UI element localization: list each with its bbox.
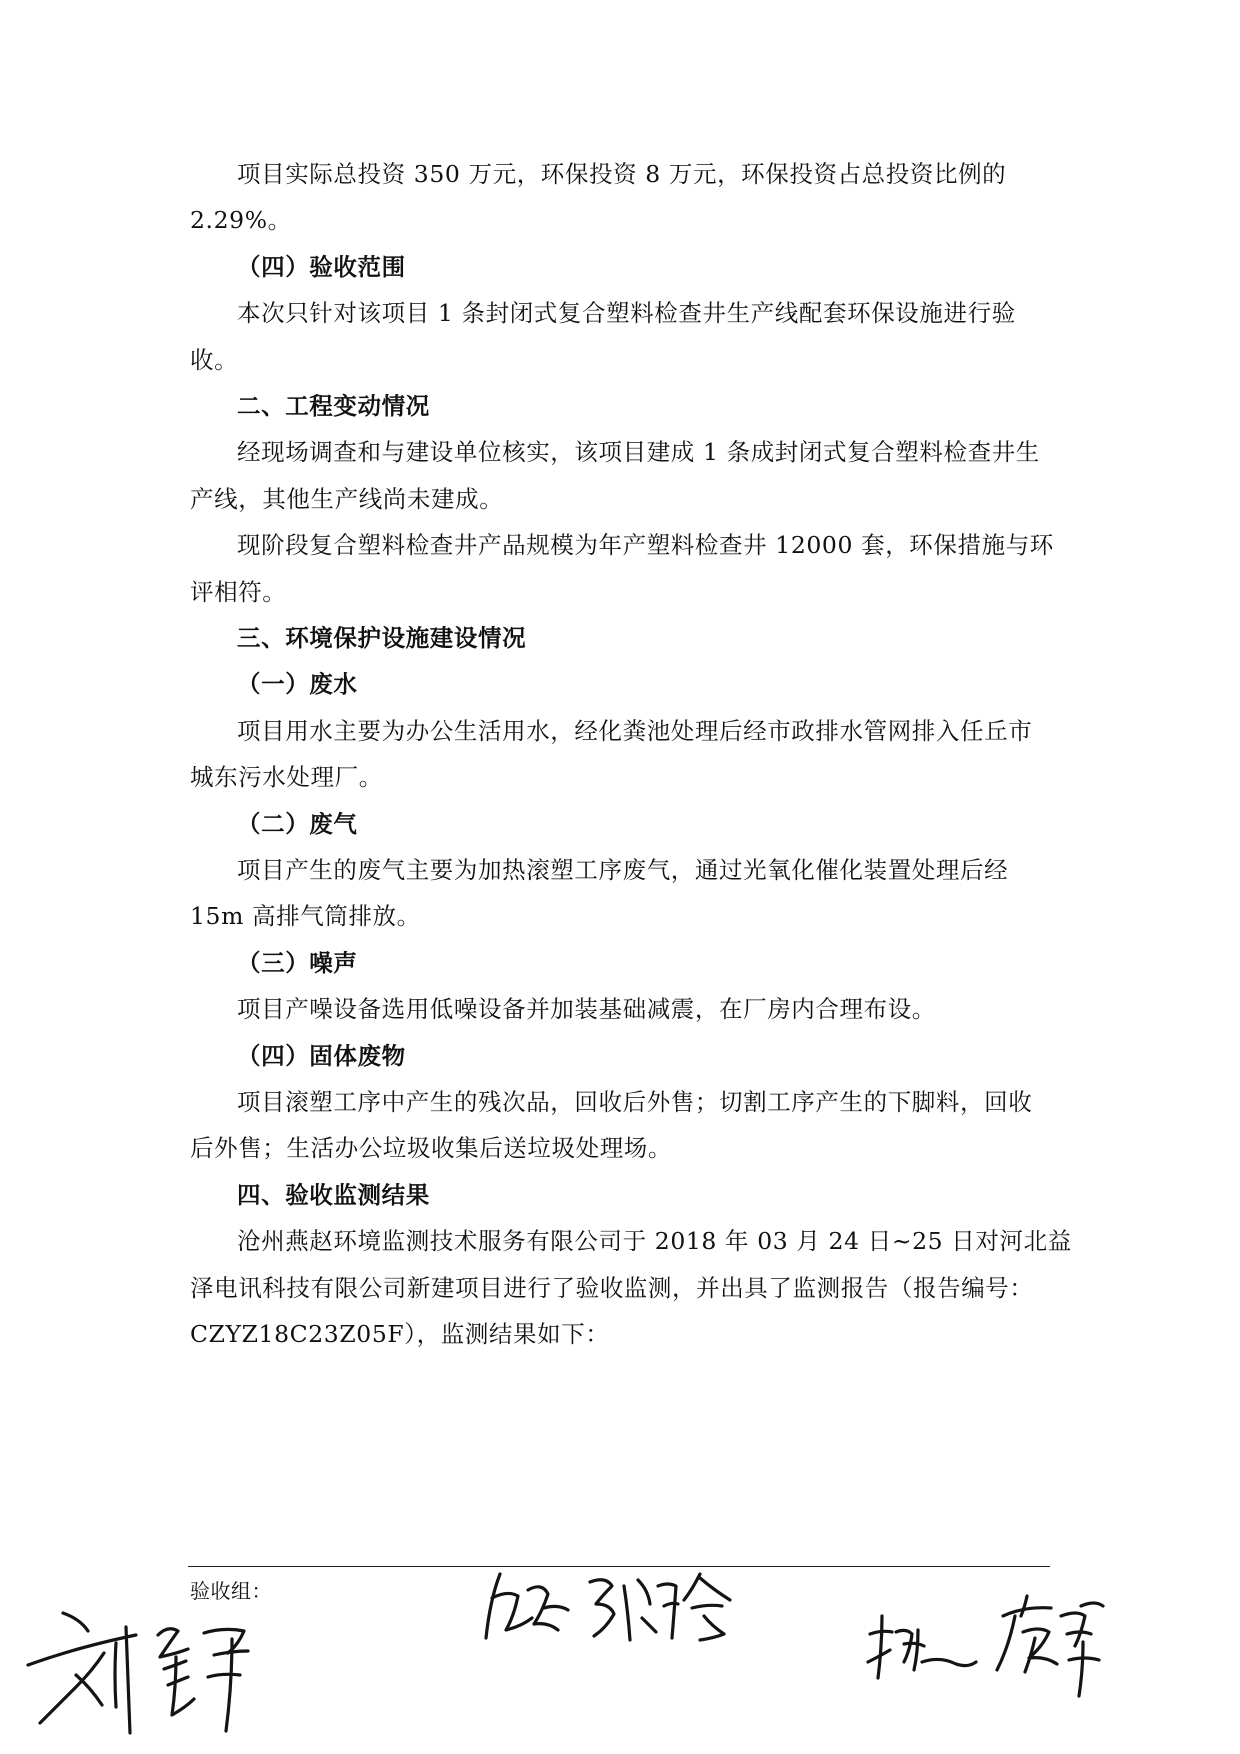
paragraph-line: 项目产生的废气主要为加热滚塑工序废气，通过光氧化催化装置处理后经 xyxy=(237,856,1009,884)
paragraph-line: 后外售；生活办公垃圾收集后送垃圾处理场。 xyxy=(190,1134,672,1162)
paragraph-line: 2.29%。 xyxy=(190,206,292,234)
paragraph-line: 产线，其他生产线尚未建成。 xyxy=(190,485,504,513)
paragraph-line: 收。 xyxy=(190,346,239,374)
section-heading: （二）废气 xyxy=(237,810,358,838)
section-heading: （三）噪声 xyxy=(237,949,358,977)
paragraph-line: 现阶段复合塑料检查井产品规模为年产塑料检查井 12000 套，环保措施与环 xyxy=(237,531,1054,559)
paragraph-line: CZYZ18C23Z05F），监测结果如下： xyxy=(190,1320,610,1348)
paragraph-line: 泽电讯科技有限公司新建项目进行了验收监测，并出具了监测报告（报告编号： xyxy=(190,1274,1034,1302)
paragraph-line: 城东污水处理厂。 xyxy=(190,763,383,791)
signature-3 xyxy=(860,1606,980,1686)
section-heading: 四、验收监测结果 xyxy=(237,1181,430,1209)
paragraph-line: 评相符。 xyxy=(190,578,287,606)
section-heading: 二、工程变动情况 xyxy=(237,392,430,420)
paragraph-line: 项目实际总投资 350 万元，环保投资 8 万元，环保投资占总投资比例的 xyxy=(237,160,1007,188)
section-heading: （一）废水 xyxy=(237,670,358,698)
paragraph-line: 项目滚塑工序中产生的残次品，回收后外售；切割工序产生的下脚料，回收 xyxy=(237,1088,1033,1116)
paragraph-line: 本次只针对该项目 1 条封闭式复合塑料检查井生产线配套环保设施进行验 xyxy=(237,299,1016,327)
signature-2 xyxy=(478,1560,768,1650)
paragraph-line: 沧州燕赵环境监测技术服务有限公司于 2018 年 03 月 24 日~25 日对河北益 xyxy=(237,1227,1072,1255)
section-heading: （四）固体废物 xyxy=(237,1042,406,1070)
section-heading: （四）验收范围 xyxy=(237,253,406,281)
paragraph-line: 15m 高排气筒排放。 xyxy=(190,902,421,930)
paragraph-line: 项目用水主要为办公生活用水，经化粪池处理后经市政排水管网排入任丘市 xyxy=(237,717,1033,745)
section-heading: 三、环境保护设施建设情况 xyxy=(237,624,527,652)
signature-4 xyxy=(985,1586,1115,1716)
paragraph-line: 项目产噪设备选用低噪设备并加装基础减震，在厂房内合理布设。 xyxy=(237,995,936,1023)
paragraph-line: 经现场调查和与建设单位核实，该项目建成 1 条成封闭式复合塑料检查井生 xyxy=(237,438,1040,466)
signature-1 xyxy=(18,1595,278,1735)
acceptance-group-label: 验收组： xyxy=(190,1579,272,1603)
